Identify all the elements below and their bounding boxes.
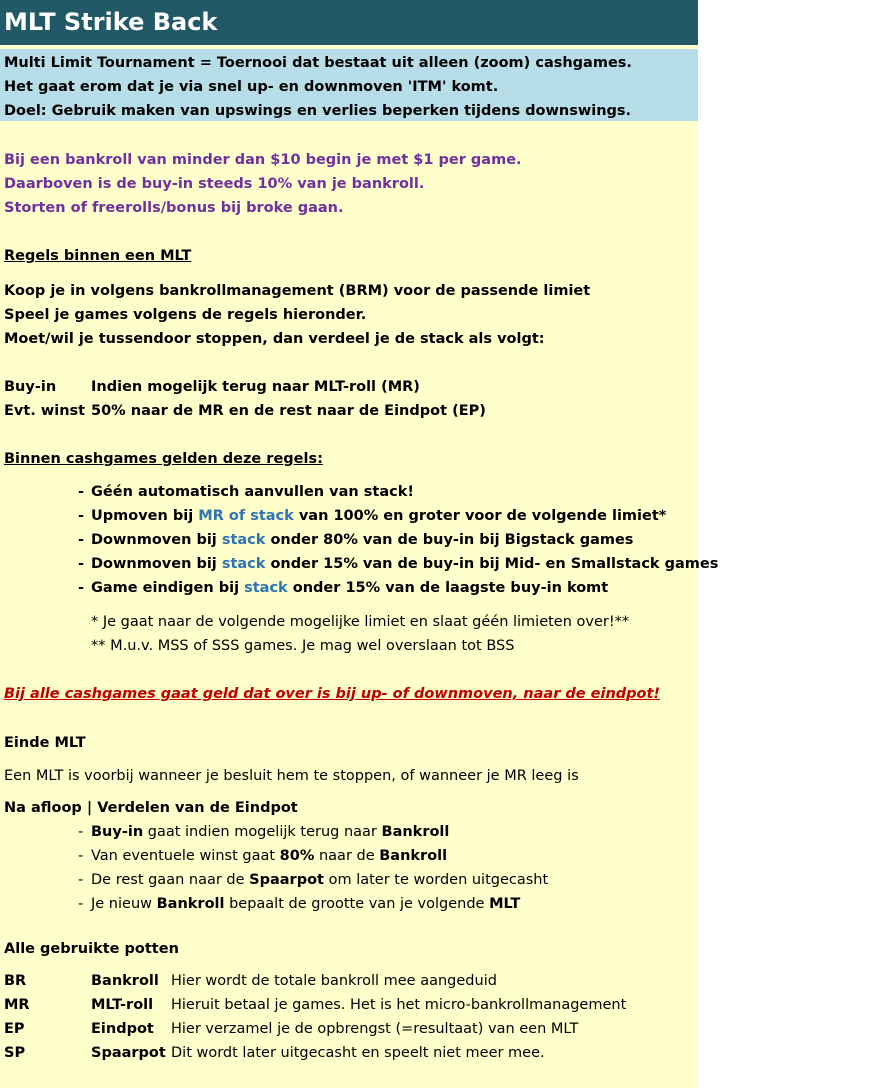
end-text[interactable]: Een MLT is voorbij wanneer je besluit hem te stoppen, of wanneer je MR leeg is: [4, 768, 579, 784]
pot-name[interactable]: Eindpot: [91, 1021, 154, 1037]
pot-code[interactable]: SP: [4, 1045, 26, 1061]
rules-heading[interactable]: Regels binnen een MLT: [4, 248, 192, 264]
bullet-dash: -: [78, 896, 84, 912]
pot-name[interactable]: Bankroll: [91, 973, 159, 989]
after-line[interactable]: Je nieuw Bankroll bepaalt de grootte van je volgende MLT: [91, 896, 521, 912]
footnote[interactable]: * Je gaat naar de volgende mogelijke limiet en slaat géén limieten over!**: [91, 614, 630, 630]
bankroll-line[interactable]: Bij een bankroll van minder dan $10 begin je met $1 per game.: [4, 152, 522, 168]
pot-code[interactable]: MR: [4, 997, 30, 1013]
warning-text[interactable]: Bij alle cashgames gaat geld dat over is bij up- of downmoven, naar de eindpot!: [4, 686, 661, 702]
intro-line[interactable]: Doel: Gebruik maken van upswings en verlies beperken tijdens downswings.: [4, 103, 632, 119]
cash-rule[interactable]: Game eindigen bij stack onder 15% van de laagste buy-in komt: [91, 580, 609, 596]
bankroll-line[interactable]: Daarboven is de buy-in steeds 10% van je bankroll.: [4, 176, 425, 192]
split-text[interactable]: Indien mogelijk terug naar MLT-roll (MR): [91, 379, 420, 395]
end-heading[interactable]: Einde MLT: [4, 735, 86, 751]
pot-desc[interactable]: Hieruit betaal je games. Het is het micro-bankrollmanagement: [171, 997, 627, 1013]
pot-name[interactable]: MLT-roll: [91, 997, 154, 1013]
cash-rule[interactable]: Géén automatisch aanvullen van stack!: [91, 484, 414, 500]
split-label[interactable]: Buy-in: [4, 379, 57, 395]
cash-rule[interactable]: Downmoven bij stack onder 80% van de buy-in bij Bigstack games: [91, 532, 634, 548]
cash-heading[interactable]: Binnen cashgames gelden deze regels:: [4, 451, 323, 467]
bullet-dash: -: [78, 484, 85, 500]
rule-line[interactable]: Speel je games volgens de regels hieronder.: [4, 307, 367, 323]
bullet-dash: -: [78, 580, 85, 596]
cash-rule[interactable]: Upmoven bij MR of stack van 100% en groter voor de volgende limiet*: [91, 508, 667, 524]
bullet-dash: -: [78, 848, 84, 864]
bullet-dash: -: [78, 824, 84, 840]
rule-line[interactable]: Moet/wil je tussendoor stoppen, dan verdeel je de stack als volgt:: [4, 331, 545, 347]
intro-line[interactable]: Het gaat erom dat je via snel up- en downmoven 'ITM' komt.: [4, 79, 499, 95]
pot-desc[interactable]: Dit wordt later uitgecasht en speelt niet meer mee.: [171, 1045, 545, 1061]
pot-desc[interactable]: Hier wordt de totale bankroll mee aangeduid: [171, 973, 497, 989]
rule-line[interactable]: Koop je in volgens bankrollmanagement (BRM) voor de passende limiet: [4, 283, 591, 299]
after-heading[interactable]: Na afloop | Verdelen van de Eindpot: [4, 800, 298, 816]
intro-line[interactable]: Multi Limit Tournament = Toernooi dat bestaat uit alleen (zoom) cashgames.: [4, 55, 632, 71]
bullet-dash: -: [78, 532, 85, 548]
split-label[interactable]: Evt. winst: [4, 403, 86, 419]
after-line[interactable]: Van eventuele winst gaat 80% naar de Bankroll: [91, 848, 448, 864]
pot-code[interactable]: EP: [4, 1021, 25, 1037]
split-text[interactable]: 50% naar de MR en de rest naar de Eindpot (EP): [91, 403, 486, 419]
pot-name[interactable]: Spaarpot: [91, 1045, 166, 1061]
pot-desc[interactable]: Hier verzamel je de opbrengst (=resultaat) van een MLT: [171, 1021, 579, 1037]
bullet-dash: -: [78, 872, 84, 888]
pot-code[interactable]: BR: [4, 973, 27, 989]
after-line[interactable]: De rest gaan naar de Spaarpot om later te worden uitgecasht: [91, 872, 549, 888]
pots-heading[interactable]: Alle gebruikte potten: [4, 941, 179, 957]
bullet-dash: -: [78, 508, 85, 524]
cash-rule[interactable]: Downmoven bij stack onder 15% van de buy-in bij Mid- en Smallstack games: [91, 556, 719, 572]
intro-block: [0, 49, 698, 121]
page-title[interactable]: MLT Strike Back: [0, 0, 698, 45]
after-line[interactable]: Buy-in gaat indien mogelijk terug naar Bankroll: [91, 824, 450, 840]
bankroll-line[interactable]: Storten of freerolls/bonus bij broke gaan.: [4, 200, 344, 216]
footnote[interactable]: ** M.u.v. MSS of SSS games. Je mag wel overslaan tot BSS: [91, 638, 515, 654]
bullet-dash: -: [78, 556, 85, 572]
